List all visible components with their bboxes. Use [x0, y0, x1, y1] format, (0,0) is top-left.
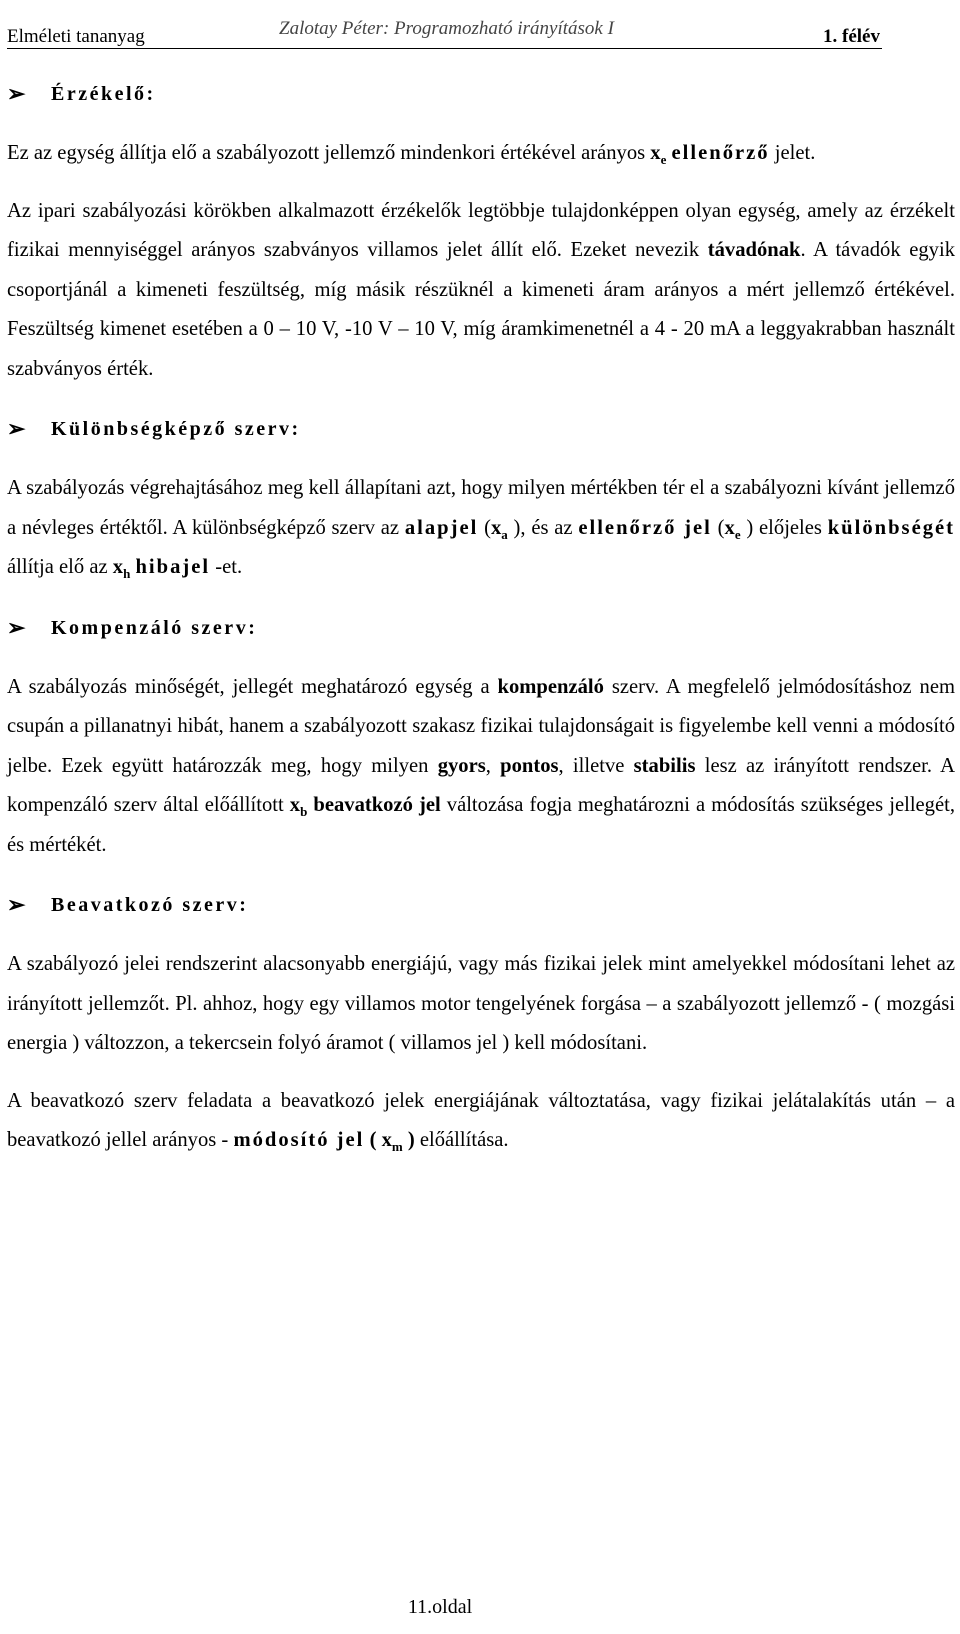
section-title: Beavatkozó szerv:	[51, 894, 249, 916]
paragraph-beavatkozo-2: A beavatkozó szerv feladata a beavatkozó jelek energiájának változtatása, vagy fizikai jelátalakítás után – a beavatkozó jellel arányos - módosító jel ( $x_m$ ) előállítása.	[7, 1089, 955, 1155]
section-heading-kulonbseg	[7, 411, 955, 447]
page-content	[7, 76, 955, 1161]
section-title: Kompenzáló szerv:	[51, 616, 258, 639]
section-heading-erzekelo	[7, 76, 955, 112]
section-heading-beavatkozo	[7, 887, 955, 923]
header-right: 1. félév	[823, 26, 880, 47]
arrow-bullet-icon: ➢	[7, 81, 26, 106]
paragraph-beavatkozo-1: A szabályozó jelei rendszerint alacsonyabb energiájú, vagy más fizikai jelek mint amelyekkel módosítani lehet az irányított jellemzőt. Pl. ahhoz, hogy egy villamos motor tengelyének forgása – a szabályozott jellemző - ( mozgási energia ) változzon, a tekercsein folyó áramot ( villamos jel ) kell módosítani.	[7, 953, 955, 1054]
arrow-bullet-icon: ➢	[7, 892, 26, 917]
section-heading-kompenzalo	[7, 610, 955, 646]
header-left: Elméleti tananyag	[7, 26, 145, 47]
paragraph-kompenzalo-1: A szabályozás minőségét, jellegét meghatározó egység a kompenzáló szerv. A megfelelő jelmódosításhoz nem csupán a pillanatnyi hibát, hanem a szabályozott szakasz fizikai tulajdonságait is figyelembe kell venni a módosító jelbe. Ezek együtt határozzák meg, hogy milyen gyors, pontos, illetve stabilis lesz az irányított rendszer. A kompenzáló szerv által előállított $x_b$ beavatkozó jel változása fogja meghatározni a módosítás szükséges jellegét, és mértékét.	[7, 675, 955, 856]
paragraph-erzekelo-1: Ez az egység állítja elő a szabályozott jellemző mindenkori értékével arányos $x_e$ ellenőrző jelet.	[7, 142, 816, 168]
page-number: 11.oldal	[407, 1596, 473, 1618]
header-center: Zalotay Péter: Programozható irányítások I	[279, 18, 614, 39]
page-header	[7, 18, 880, 48]
paragraph-kulonbseg-1: A szabályozás végrehajtásához meg kell állapítani azt, hogy milyen mértékben tér el a szabályozni kívánt jellemző a névleges értéktől. A különbségképző szerv az alapjel ($x_a$ ), és az ellenőrző jel ($x_e$ ) előjeles különbségét állítja elő az $x_h$ hibajel -et.	[7, 477, 956, 582]
arrow-bullet-icon: ➢	[7, 416, 26, 441]
arrow-bullet-icon: ➢	[7, 614, 26, 640]
section-title: Különbségképző szerv:	[51, 418, 301, 440]
header-rule	[7, 48, 882, 49]
section-title: Érzékelő:	[51, 83, 156, 105]
paragraph-erzekelo-2: Az ipari szabályozási körökben alkalmazott érzékelők legtöbbje tulajdonképpen olyan egység, amely az érzékelt fizikai mennyiséggel arányos szabványos villamos jelet állít elő. Ezeket nevezik távadónak. A távadók egyik csoportjánál a kimeneti feszültség, míg másik részüknél a kimeneti áram arányos a mért jellemző értékével. Feszültség kimenet esetében a 0 – 10 V, -10 V – 10 V, míg áramkimenetnél a 4 - 20 mA a leggyakrabban használt szabványos érték.	[7, 199, 955, 380]
